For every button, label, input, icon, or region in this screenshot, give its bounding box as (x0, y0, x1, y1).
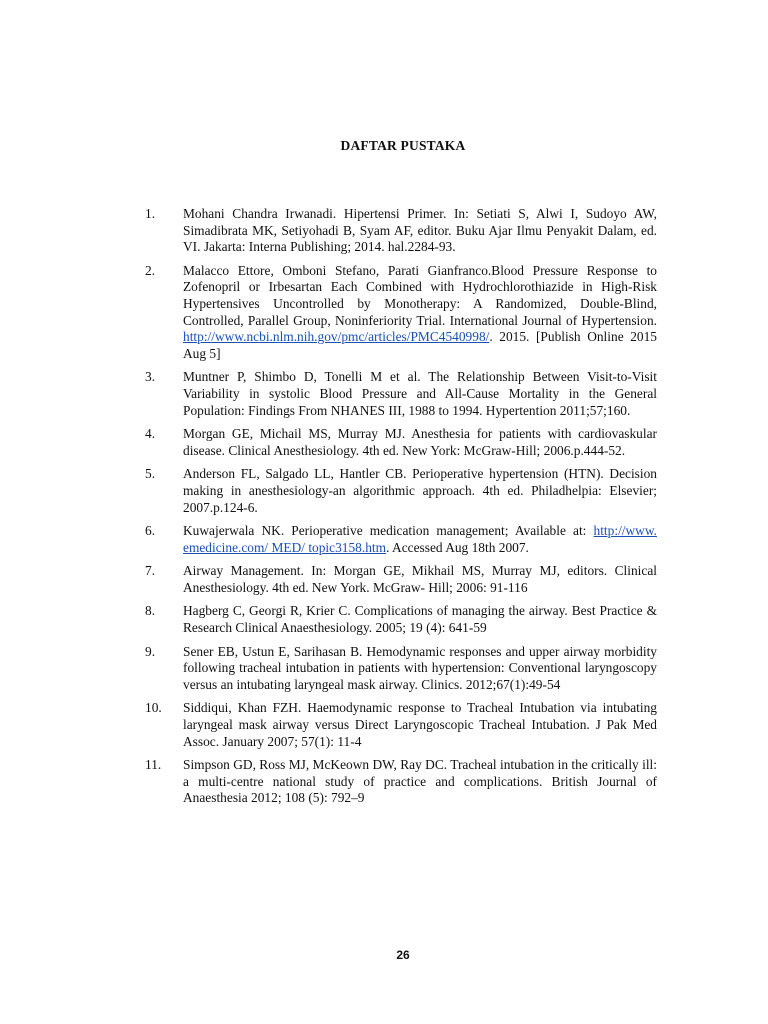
reference-text (183, 700, 657, 748)
page-number: 26 (396, 948, 410, 962)
reference-text (183, 369, 657, 417)
reference-text-segment: Muntner P, Shimbo D, Tonelli M et al. The Relationship Between Visit-to-Visit Variability in systolic Blood Pressure and All-Cause Mortality in the General Population: Findings From NHANES III, 1988 to 1994. Hypertention 2011;57;160. (183, 369, 657, 418)
reference-text (183, 466, 657, 514)
reference-text (183, 603, 657, 635)
reference-link[interactable]: http://www.ncbi.nlm.nih.gov/pmc/articles/PMC4540998/ (183, 329, 490, 345)
reference-text-segment: Mohani Chandra Irwanadi. Hipertensi Primer. In: Setiati S, Alwi I, Sudoyo AW, Simadibrata MK, Setiyohadi B, Syam AF, editor. Buku Ajar Ilmu Penyakit Dalam, ed. VI. Jakarta: Interna Publishing; 2014. hal.2284-93. (183, 206, 657, 255)
reference-item (145, 757, 657, 807)
reference-number: 2. (145, 262, 156, 278)
reference-text (183, 644, 657, 692)
reference-item (145, 603, 657, 636)
reference-text (183, 563, 657, 595)
reference-number: 8. (145, 603, 156, 619)
reference-text (183, 206, 657, 254)
reference-number: 11. (145, 757, 162, 773)
reference-item (145, 426, 657, 459)
reference-item (145, 369, 657, 419)
reference-text-segment: Hagberg C, Georgi R, Krier C. Complications of managing the airway. Best Practice & Research Clinical Anaesthesiology. 2005; 19 (4): 641-59 (183, 603, 657, 636)
reference-item (145, 206, 657, 256)
reference-text-segment: Sener EB, Ustun E, Sarihasan B. Hemodynamic responses and upper airway morbidity following tracheal intubation in patients with hypertension: Conventional laryngoscopy versus an intubating laryngeal mask airway. Clinics. 2012;67(1):49-54 (183, 643, 657, 692)
reference-number: 1. (145, 206, 156, 221)
reference-number: 6. (145, 523, 156, 539)
reference-text-segment: Morgan GE, Michail MS, Murray MJ. Anesthesia for patients with cardiovaskular disease. Clinical Anesthesiology. 4th ed. New York: McGraw-Hill; 2006.p.444-52. (183, 426, 657, 458)
reference-item (145, 263, 657, 363)
page-title: DAFTAR PUSTAKA (340, 138, 466, 153)
reference-item (145, 523, 657, 556)
reference-text-segment: . 2015. [Publish Online 2015 Aug 5] (183, 329, 657, 361)
reference-text-segment: Anderson FL, Salgado LL, Hantler CB. Perioperative hypertension (HTN). Decision making in anesthesiology-an algorithmic approach. 4th ed. Philadhelpia: Elsevier; 2007.p.124-6. (183, 466, 657, 515)
reference-number: 7. (145, 563, 156, 579)
reference-number: 3. (145, 369, 156, 385)
reference-number: 10. (145, 700, 162, 716)
reference-number: 9. (145, 643, 156, 659)
reference-item (145, 644, 657, 694)
reference-link[interactable]: http://www. emedicine.com/ MED/ topic3158.htm (183, 523, 657, 555)
reference-number: 5. (145, 466, 156, 482)
reference-item (145, 466, 657, 516)
reference-text (183, 426, 657, 458)
reference-text (183, 757, 657, 805)
reference-text-segment: . Accessed Aug 18th 2007. (386, 539, 529, 555)
reference-text-segment: Simpson GD, Ross MJ, McKeown DW, Ray DC. Tracheal intubation in the critically ill: a multi-centre national study of practice and complications. British Journal of Anaesthesia 2012; 108 (5): 792–9 (183, 757, 657, 806)
reference-text-segment: Airway Management. In: Morgan GE, Mikhail MS, Murray MJ, editors. Clinical Anesthesiology. 4th ed. New York. McGraw- Hill; 2006: 91-116 (183, 563, 657, 595)
reference-item (145, 563, 657, 596)
reference-item (145, 700, 657, 750)
reference-text (183, 523, 657, 555)
reference-text (183, 263, 657, 361)
reference-number: 4. (145, 426, 156, 442)
reference-text-segment: Kuwajerwala NK. Perioperative medication management; Available at: (183, 523, 594, 539)
reference-text-segment: Malacco Ettore, Omboni Stefano, Parati Gianfranco.Blood Pressure Response to Zofenopril or Irbesartan Each Combined with Hydrochlorothiazide in High-Risk Hypertensives Uncontrolled by Monotherapy: A Randomized, Double-Blind, Controlled, Parallel Group, Noninferiority Trial. International Journal of Hypertension. (183, 262, 657, 328)
reference-list (145, 206, 657, 814)
reference-text-segment: Siddiqui, Khan FZH. Haemodynamic response to Tracheal Intubation via intubating laryngeal mask airway versus Direct Laryngoscopic Tracheal Intubation. J Pak Med Assoc. January 2007; 57(1): 11-4 (183, 700, 657, 749)
